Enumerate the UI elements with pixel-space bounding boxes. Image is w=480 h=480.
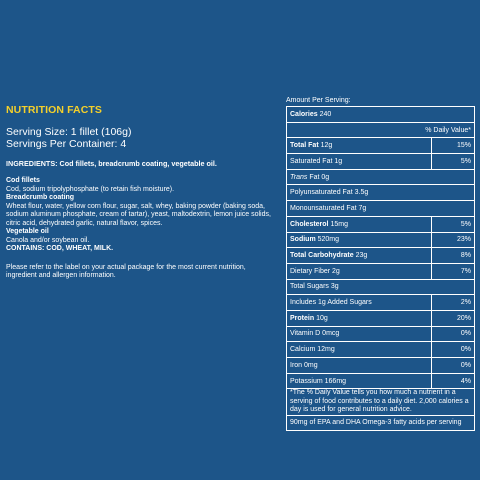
table-row: [287, 201, 475, 217]
nutrient-cell: [287, 326, 432, 342]
table-row: [287, 310, 475, 326]
amount-per-serving: Amount Per Serving:: [286, 97, 351, 104]
product-info: [6, 104, 274, 281]
ingredients-details: [6, 177, 274, 254]
daily-value-header: % Daily Value*: [287, 122, 475, 138]
nutrient-cell: [287, 310, 432, 326]
nutrition-table: [286, 106, 475, 431]
nutrient-amount: 12mg: [317, 346, 335, 354]
table-row: [287, 232, 475, 248]
table-row: [287, 185, 475, 201]
table-row: [287, 216, 475, 232]
nutrient-amount: 0mg: [304, 361, 318, 369]
daily-value: 7%: [432, 263, 475, 279]
nutrient-cell: [287, 216, 432, 232]
calories-value: 240: [319, 110, 332, 118]
servings-per-container: Servings Per Container: 4: [6, 138, 127, 150]
daily-value: 5%: [432, 216, 475, 232]
nutrient-amount: 2g: [332, 267, 340, 275]
nutrient-amount: 3g: [330, 283, 339, 291]
ingredient-heading: Breadcrumb coating: [6, 194, 75, 201]
daily-value: 0%: [432, 326, 475, 342]
daily-value: 8%: [432, 248, 475, 264]
table-row: [287, 358, 475, 374]
nutrient-cell: [287, 279, 475, 295]
table-row: [287, 373, 475, 389]
nutrient-amount: 10g: [316, 314, 328, 322]
nutrient-label: Includes 1g Added Sugars: [287, 295, 432, 311]
ingredient-heading: Cod fillets: [6, 177, 40, 184]
nutrient-amount: 12g: [320, 142, 333, 150]
nutrient-label: Vitamin D: [290, 330, 321, 338]
calories-cell: [287, 107, 475, 123]
nutrient-label: Trans: [290, 173, 308, 181]
nutrient-label: Total Fat: [290, 142, 319, 150]
nutrient-label: Polyunsaturated Fat: [290, 189, 353, 197]
ingredient-heading: Vegetable oil: [6, 228, 49, 235]
nutrient-label: Protein: [290, 314, 315, 322]
table-row: [287, 326, 475, 342]
nutrient-cell: [287, 263, 432, 279]
daily-value: 20%: [432, 310, 475, 326]
daily-value: 2%: [432, 295, 475, 311]
nutrient-label: Potassium: [290, 377, 323, 385]
nutrient-label: Dietary Fiber: [290, 267, 331, 275]
nutrient-label: Calcium: [290, 346, 316, 354]
nutrient-cell: [287, 342, 432, 358]
nutrient-cell: [287, 358, 432, 374]
nutrient-cell: [287, 154, 432, 170]
nutrient-label-suffix: Fat: [309, 173, 320, 181]
nutrient-label: Total Sugars: [290, 283, 329, 291]
daily-value: 4%: [432, 373, 475, 389]
nutrient-amount: 0mcg: [322, 330, 340, 338]
table-row: [287, 295, 475, 311]
omega-3-note: 90mg of EPA and DHA Omega-3 fatty acids per serving: [287, 415, 475, 431]
table-row: [287, 263, 475, 279]
table-row: [287, 122, 475, 138]
nutrient-cell: [287, 138, 432, 154]
table-row: [287, 107, 475, 123]
nutrient-cell: [287, 248, 432, 264]
calories-label: Calories: [290, 110, 318, 118]
daily-value: 0%: [432, 358, 475, 374]
nutrient-cell: [287, 232, 432, 248]
nutrient-label: Cholesterol: [290, 220, 329, 228]
nutrient-amount: 0g: [321, 173, 330, 181]
daily-value: 5%: [432, 154, 475, 170]
table-row: [287, 389, 475, 415]
serving-size: Serving Size: 1 fillet (106g): [6, 126, 132, 138]
table-row: [287, 279, 475, 295]
table-row: [287, 248, 475, 264]
daily-value: 23%: [432, 232, 475, 248]
nutrient-amount: 15mg: [330, 220, 348, 228]
nutrient-amount: 7g: [358, 204, 367, 212]
nutrient-amount: 1g: [334, 157, 343, 165]
nutrient-cell: [287, 169, 475, 185]
nutrient-amount: 166mg: [324, 377, 347, 385]
allergen-contains: CONTAINS: COD, WHEAT, MILK.: [6, 245, 114, 252]
nutrient-amount: 3.5g: [354, 189, 369, 197]
nutrient-label: Total Carbohydrate: [290, 252, 354, 260]
package-note: Please refer to the label on your actual package for the most current nutrition, ingredient and allergen information.: [6, 263, 246, 279]
ingredient-text: Wheat flour, water, yellow corn flour, sugar, salt, whey, baking powder (baking soda, sodium aluminum phosphate, cream of tartar), yeast, maltodextrin, lemon juice solids, citric acid, dehydrated garlic, natural flavor, spices.: [6, 202, 271, 227]
daily-value: 0%: [432, 342, 475, 358]
nutrient-amount: 520mg: [317, 236, 340, 244]
nutrient-label: Saturated Fat: [290, 157, 333, 165]
nutrient-amount: 23g: [355, 252, 368, 260]
nutrient-cell: [287, 185, 475, 201]
table-row: [287, 154, 475, 170]
ingredients-label: INGREDIENTS: Cod fillets, breadcrumb coating, vegetable oil.: [6, 159, 217, 168]
table-row: [287, 138, 475, 154]
ingredient-text: Cod, sodium tripolyphosphate (to retain fish moisture).: [6, 185, 175, 193]
nutrient-cell: [287, 201, 475, 217]
nutrient-label: Monounsaturated Fat: [290, 204, 357, 212]
daily-value: 15%: [432, 138, 475, 154]
table-row: [287, 169, 475, 185]
nutrient-cell: [287, 373, 432, 389]
nutrient-label: Iron: [290, 361, 303, 369]
nutrition-panel: [286, 96, 475, 431]
nutrient-label: Sodium: [290, 236, 316, 244]
daily-value-footnote: *The % Daily Value tells you how much a nutrient in a serving of food contributes to a daily diet. 2,000 calories a day is used for general nutrition advice.: [287, 389, 475, 415]
table-row: [287, 342, 475, 358]
ingredient-text: Canola and/or soybean oil.: [6, 236, 90, 244]
nutrition-facts-title: NUTRITION FACTS: [6, 104, 102, 116]
table-row: [287, 415, 475, 431]
